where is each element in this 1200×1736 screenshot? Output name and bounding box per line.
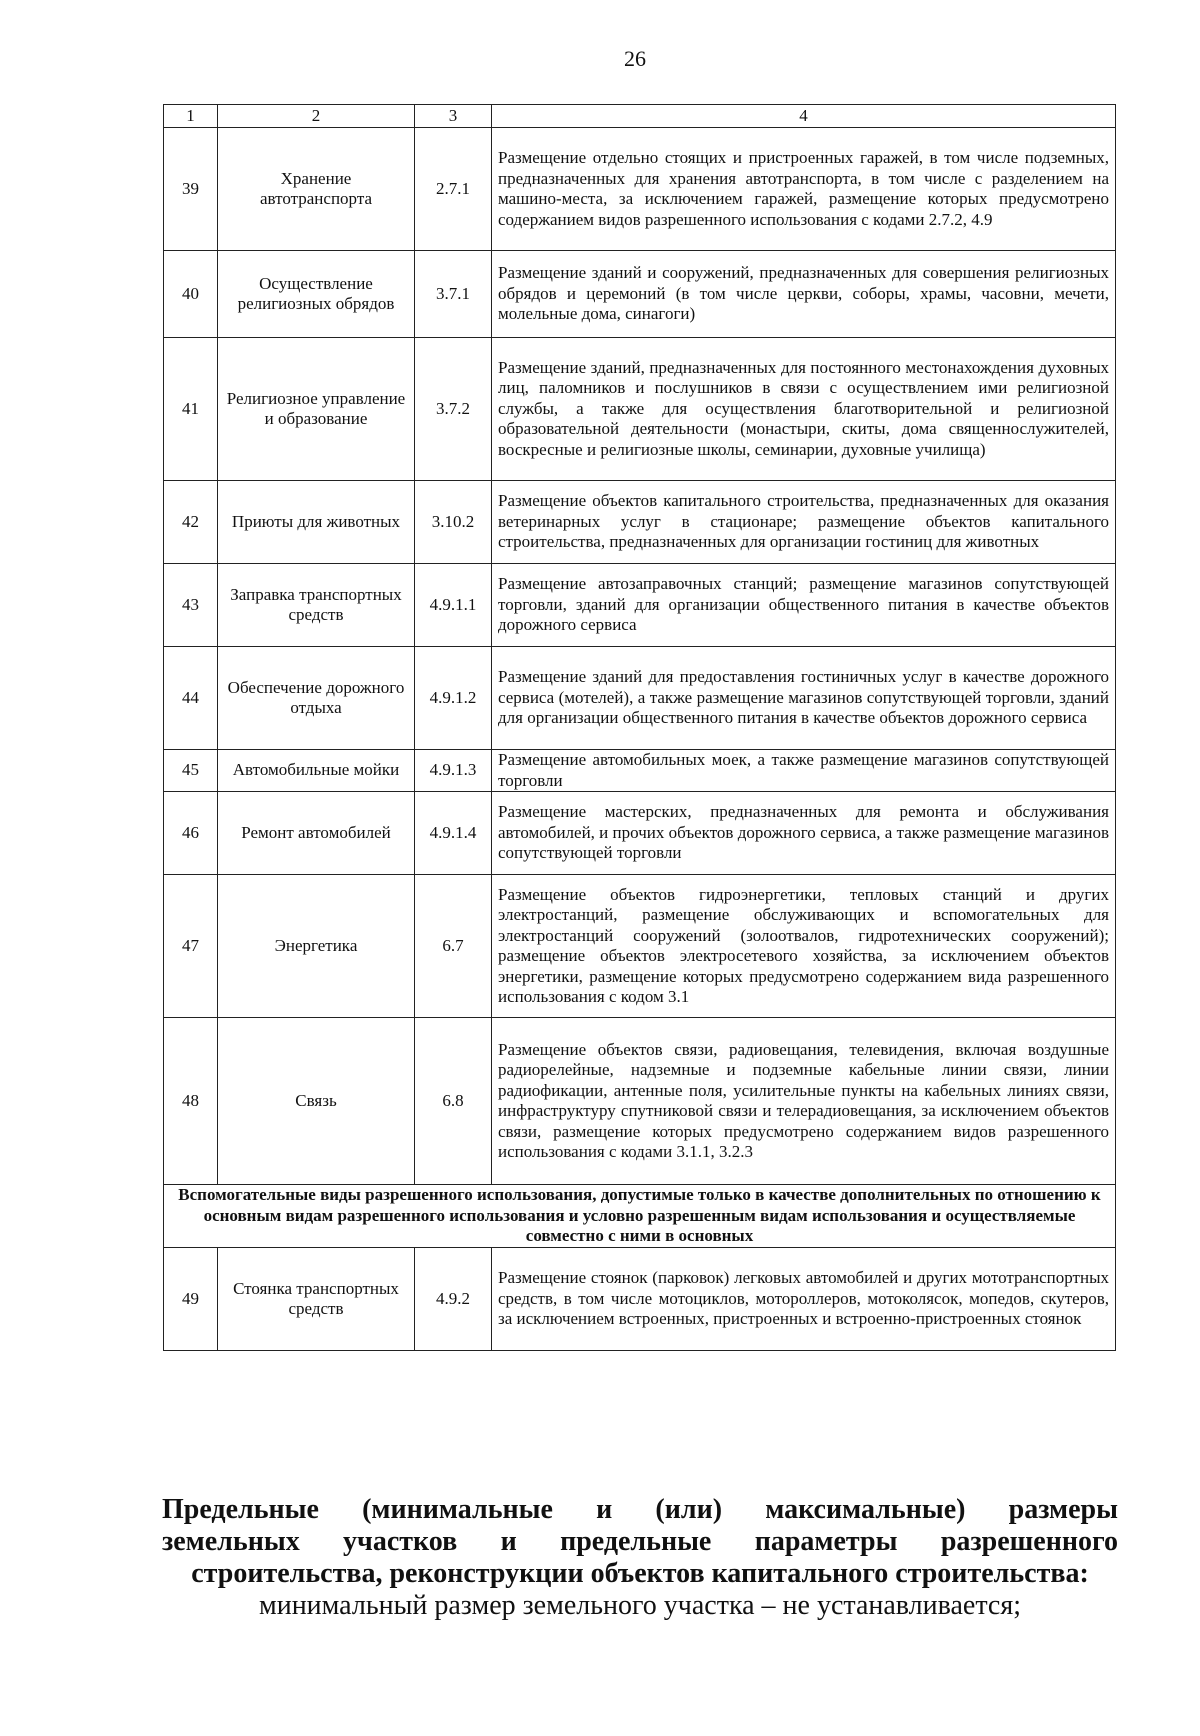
land-use-code: 3.7.1 bbox=[415, 251, 492, 338]
land-use-code: 4.9.1.2 bbox=[415, 647, 492, 750]
row-number: 47 bbox=[164, 875, 218, 1018]
row-number: 49 bbox=[164, 1248, 218, 1351]
footer-text bbox=[162, 1494, 1118, 1622]
header-cell: 4 bbox=[492, 105, 1116, 128]
header-cell: 1 bbox=[164, 105, 218, 128]
table-row bbox=[164, 564, 1116, 647]
table-row bbox=[164, 481, 1116, 564]
land-use-code: 4.9.2 bbox=[415, 1248, 492, 1351]
land-use-name: Связь bbox=[218, 1018, 415, 1185]
table-row bbox=[164, 128, 1116, 251]
land-use-name: Осуществление религиозных обрядов bbox=[218, 251, 415, 338]
land-use-code: 3.10.2 bbox=[415, 481, 492, 564]
land-use-name: Энергетика bbox=[218, 875, 415, 1018]
table-row bbox=[164, 1248, 1116, 1351]
table-row bbox=[164, 1018, 1116, 1185]
aux-section-heading-row bbox=[164, 1185, 1116, 1248]
page-number: 26 bbox=[624, 46, 646, 71]
land-use-name: Ремонт автомобилей bbox=[218, 792, 415, 875]
land-use-description: Размещение зданий, предназначенных для постоянного местонахождения духовных лиц, паломников и послушников в связи с осуществлением ими религиозной службы, а также для осуществления благотворительной и религиозной образовательной деятельности (монастыри, скиты, дома священнослужителей, воскресные и религиозные школы, семинарии, духовные училища) bbox=[492, 338, 1116, 481]
land-use-description: Размещение мастерских, предназначенных для ремонта и обслуживания автомобилей, и прочих объектов дорожного сервиса, а также размещение магазинов сопутствующей торговли bbox=[492, 792, 1116, 875]
table-row bbox=[164, 251, 1116, 338]
land-use-table bbox=[163, 104, 1116, 1351]
land-use-name: Хранение автотранспорта bbox=[218, 128, 415, 251]
land-use-description: Размещение стоянок (парковок) легковых автомобилей и других мототранспортных средств, в том числе мотоциклов, мотороллеров, мотоколясок, мопедов, скутеров, за исключением встроенных, пристроенных и встроенно-пристроенных стоянок bbox=[492, 1248, 1116, 1351]
min-plot-size-text: минимальный размер земельного участка – не устанавливается; bbox=[258, 1590, 1021, 1621]
table-row bbox=[164, 875, 1116, 1018]
land-use-description: Размещение объектов связи, радиовещания, телевидения, включая воздушные радиорелейные, надземные и подземные кабельные линии связи, линии радиофикации, антенные поля, усилительные пункты на кабельных линиях связи, инфраструктуру спутниковой связи и телерадиовещания, за исключением объектов связи, размещение которых предусмотрено содержанием видов разрешенного использования с кодами 3.1.1, 3.2.3 bbox=[492, 1018, 1116, 1185]
aux-section-heading: Вспомогательные виды разрешенного использования, допустимые только в качестве дополнительных по отношению к основным видам разрешенного использования и условно разрешенным видам использования и осуществляемые совместно с ними в основных bbox=[164, 1185, 1116, 1248]
header-cell: 2 bbox=[218, 105, 415, 128]
row-number: 44 bbox=[164, 647, 218, 750]
land-use-description: Размещение объектов гидроэнергетики, тепловых станций и других электростанций, размещение обслуживающих и вспомогательных для электростанций сооружений (золоотвалов, гидротехнических сооружений); размещение объектов электросетевого хозяйства, за исключением объектов энергетики, размещение которых предусмотрено содержанием вида разрешенного использования с кодом 3.1 bbox=[492, 875, 1116, 1018]
land-use-code: 4.9.1.1 bbox=[415, 564, 492, 647]
row-number: 46 bbox=[164, 792, 218, 875]
land-use-description: Размещение отдельно стоящих и пристроенных гаражей, в том числе подземных, предназначенных для хранения автотранспорта, в том числе с разделением на машино-места, за исключением гаражей, размещение которых предусмотрено содержанием видов разрешенного использования с кодами 2.7.2, 4.9 bbox=[492, 128, 1116, 251]
row-number: 42 bbox=[164, 481, 218, 564]
land-use-name: Автомобильные мойки bbox=[218, 750, 415, 792]
land-use-code: 4.9.1.3 bbox=[415, 750, 492, 792]
row-number: 40 bbox=[164, 251, 218, 338]
land-use-code: 6.7 bbox=[415, 875, 492, 1018]
land-use-description: Размещение зданий для предоставления гостиничных услуг в качестве дорожного сервиса (мотелей), а также размещение магазинов сопутствующей торговли, зданий для организации общественного питания в качестве объектов дорожного сервиса bbox=[492, 647, 1116, 750]
table-row bbox=[164, 647, 1116, 750]
row-number: 45 bbox=[164, 750, 218, 792]
land-use-name: Приюты для животных bbox=[218, 481, 415, 564]
land-use-description: Размещение автомобильных моек, а также размещение магазинов сопутствующей торговли bbox=[492, 750, 1116, 792]
table-header-row bbox=[164, 105, 1116, 128]
header-cell: 3 bbox=[415, 105, 492, 128]
land-use-code: 6.8 bbox=[415, 1018, 492, 1185]
row-number: 48 bbox=[164, 1018, 218, 1185]
params-heading-line: строительства, реконструкции объектов капитального строительства: bbox=[191, 1558, 1089, 1589]
land-use-name: Обеспечение дорожного отдыха bbox=[218, 647, 415, 750]
table-row bbox=[164, 792, 1116, 875]
land-use-description: Размещение автозаправочных станций; размещение магазинов сопутствующей торговли, зданий для организации общественного питания в качестве объектов дорожного сервиса bbox=[492, 564, 1116, 647]
land-use-name: Стоянка транспортных средств bbox=[218, 1248, 415, 1351]
land-use-code: 4.9.1.4 bbox=[415, 792, 492, 875]
table-row bbox=[164, 750, 1116, 792]
row-number: 41 bbox=[164, 338, 218, 481]
land-use-description: Размещение объектов капитального строительства, предназначенных для оказания ветеринарных услуг в стационаре; размещение объектов капитального строительства, предназначенных для организации гостиниц для животных bbox=[492, 481, 1116, 564]
row-number: 39 bbox=[164, 128, 218, 251]
land-use-code: 2.7.1 bbox=[415, 128, 492, 251]
row-number: 43 bbox=[164, 564, 218, 647]
params-heading-line: Предельные (минимальные и (или) максимальные) размеры bbox=[162, 1494, 1118, 1525]
table-row bbox=[164, 338, 1116, 481]
land-use-name: Заправка транспортных средств bbox=[218, 564, 415, 647]
params-heading-line: земельных участков и предельные параметры разрешенного bbox=[162, 1526, 1118, 1557]
land-use-code: 3.7.2 bbox=[415, 338, 492, 481]
land-use-name: Религиозное управление и образование bbox=[218, 338, 415, 481]
land-use-description: Размещение зданий и сооружений, предназначенных для совершения религиозных обрядов и церемоний (в том числе церкви, соборы, храмы, часовни, мечети, молельные дома, синагоги) bbox=[492, 251, 1116, 338]
